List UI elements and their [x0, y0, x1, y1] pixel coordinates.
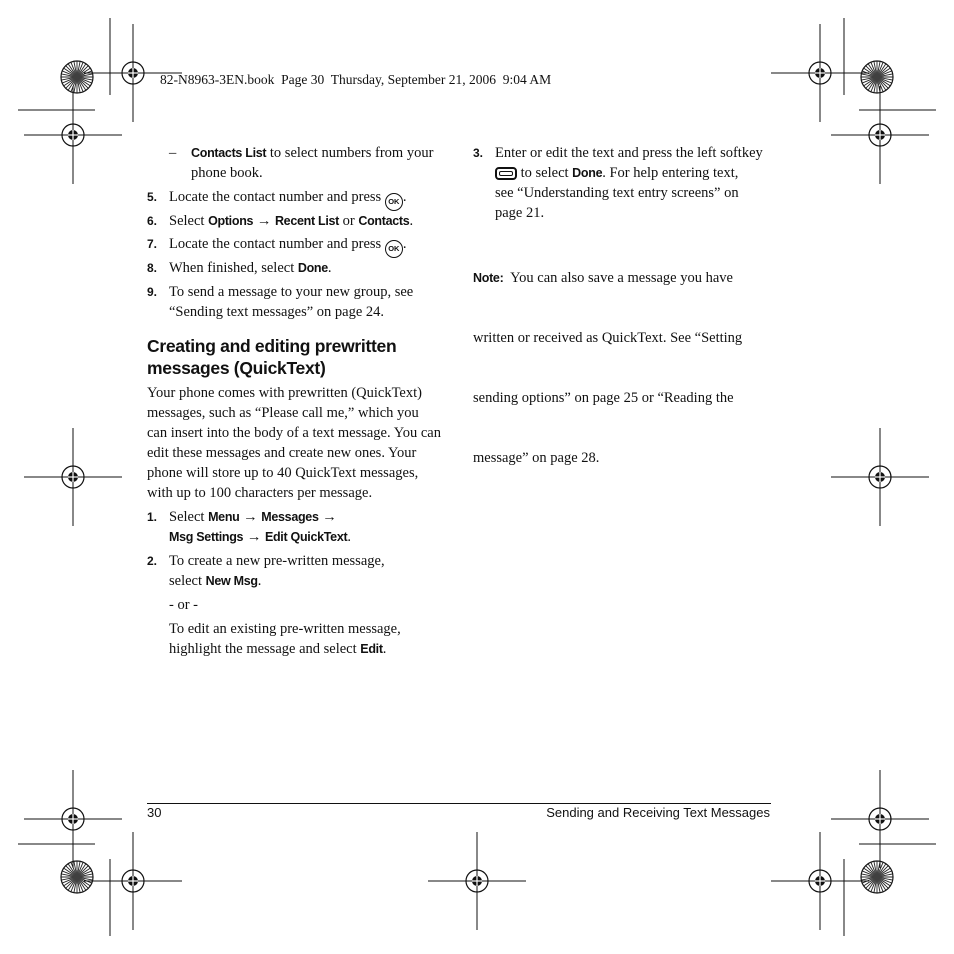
section-title: Sending and Receiving Text Messages: [546, 805, 770, 820]
ok-key-icon: OK: [385, 240, 403, 258]
note-label: Note:: [473, 271, 504, 285]
ui-messages: Messages: [261, 510, 319, 524]
ui-options: Options: [208, 214, 254, 228]
ui-recent-list: Recent List: [274, 214, 340, 228]
ui-edit-quicktext: Edit QuickText: [264, 530, 348, 544]
ui-contacts-list: Contacts List: [191, 146, 267, 160]
contacts-list-bullet: [169, 143, 176, 163]
page-number: 30: [147, 805, 162, 820]
left-softkey-icon: [495, 167, 517, 180]
ok-key-icon: OK: [385, 193, 403, 211]
ui-edit: Edit: [360, 642, 383, 656]
arrow-glyph: →: [256, 213, 272, 229]
intro-paragraph: Your phone comes with prewritten (QuickText) messages, such as “Please call me,” which you can insert into the body of a text message. You can edit these messages and create new ones. Your phone will store up to 40 QuickText messages, with up to 100 characters per message.: [147, 385, 441, 501]
ui-contacts: Contacts: [358, 214, 410, 228]
ui-done: Done: [572, 166, 603, 180]
arrow-glyph: →: [246, 529, 262, 545]
book-slug: 82-N8963-3EN.book Page 30 Thursday, September 21, 2006 9:04 AM: [160, 72, 552, 87]
arrow-glyph: →: [322, 509, 337, 525]
or-separator: - or -: [169, 597, 198, 613]
section-heading: Creating and editing prewritten messages (QuickText): [147, 336, 397, 378]
note: Note: You can also save a message you have written or received as QuickText. See “Setting sending options” on page 25 or “Reading the message” on page 28.: [473, 270, 743, 466]
footer-rule: [147, 803, 771, 804]
dash-glyph: –: [169, 145, 177, 161]
contacts-list-text: Contacts List to select numbers from your phone book.: [191, 145, 434, 181]
ui-done: Done: [297, 261, 328, 275]
ui-menu: Menu: [208, 510, 240, 524]
ui-new-msg: New Msg: [205, 574, 258, 588]
arrow-glyph: →: [243, 509, 258, 525]
ui-msg-settings: Msg Settings: [169, 530, 244, 544]
